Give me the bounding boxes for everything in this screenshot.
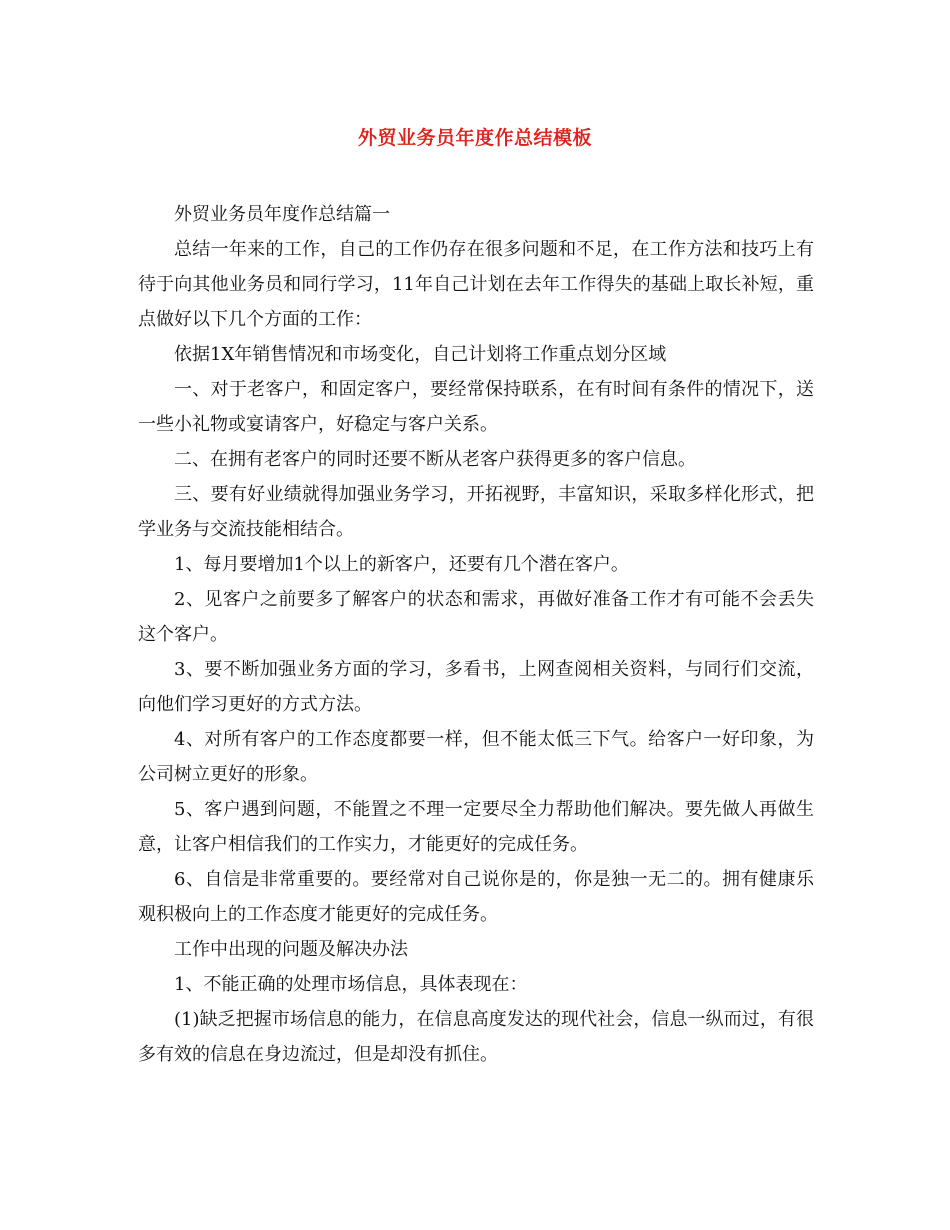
body-paragraph: 1、每月要增加1个以上的新客户，还要有几个潜在客户。 xyxy=(174,554,629,575)
body-paragraph: (1)缺乏把握市场信息的能力，在信息高度发达的现代社会，信息一纵而过，有很多有效的信息在身边流过，但是却没有抓住。 xyxy=(138,1009,814,1065)
body-paragraph: 总结一年来的工作，自己的工作仍存在很多问题和不足，在工作方法和技巧上有待于向其他业务员和同行学习，11年自己计划在去年工作得失的基础上取长补短，重点做好以下几个方面的工作： xyxy=(138,239,814,330)
body-paragraph: 二、在拥有老客户的同时还要不断从老客户获得更多的客户信息。 xyxy=(174,449,696,470)
body-paragraph: 三、要有好业绩就得加强业务学习，开拓视野，丰富知识，采取多样化形式，把学业务与交流技能相结合。 xyxy=(138,484,814,540)
body-paragraph: 6、自信是非常重要的。要经常对自己说你是的，你是独一无二的。拥有健康乐观积极向上的工作态度才能更好的完成任务。 xyxy=(138,869,814,925)
document-body xyxy=(138,197,814,1072)
body-paragraph: 一、对于老客户，和固定客户，要经常保持联系，在有时间有条件的情况下，送一些小礼物或宴请客户，好稳定与客户关系。 xyxy=(138,379,814,435)
section-heading: 外贸业务员年度作总结篇一 xyxy=(174,204,390,225)
body-paragraph: 3、要不断加强业务方面的学习，多看书，上网查阅相关资料，与同行们交流，向他们学习更好的方式方法。 xyxy=(138,659,814,715)
body-paragraph: 1、不能正确的处理市场信息，具体表现在： xyxy=(174,974,528,995)
body-paragraph: 4、对所有客户的工作态度都要一样，但不能太低三下气。给客户一好印象，为公司树立更好的形象。 xyxy=(138,729,814,785)
document-title: 外贸业务员年度作总结模板 xyxy=(357,127,592,149)
section-heading: 工作中出现的问题及解决办法 xyxy=(174,939,408,960)
body-paragraph: 依据1X年销售情况和市场变化，自己计划将工作重点划分区域 xyxy=(174,344,667,365)
body-paragraph: 5、客户遇到问题，不能置之不理一定要尽全力帮助他们解决。要先做人再做生意，让客户相信我们的工作实力，才能更好的完成任务。 xyxy=(138,799,814,855)
body-paragraph: 2、见客户之前要多了解客户的状态和需求，再做好准备工作才有可能不会丢失这个客户。 xyxy=(138,589,814,645)
